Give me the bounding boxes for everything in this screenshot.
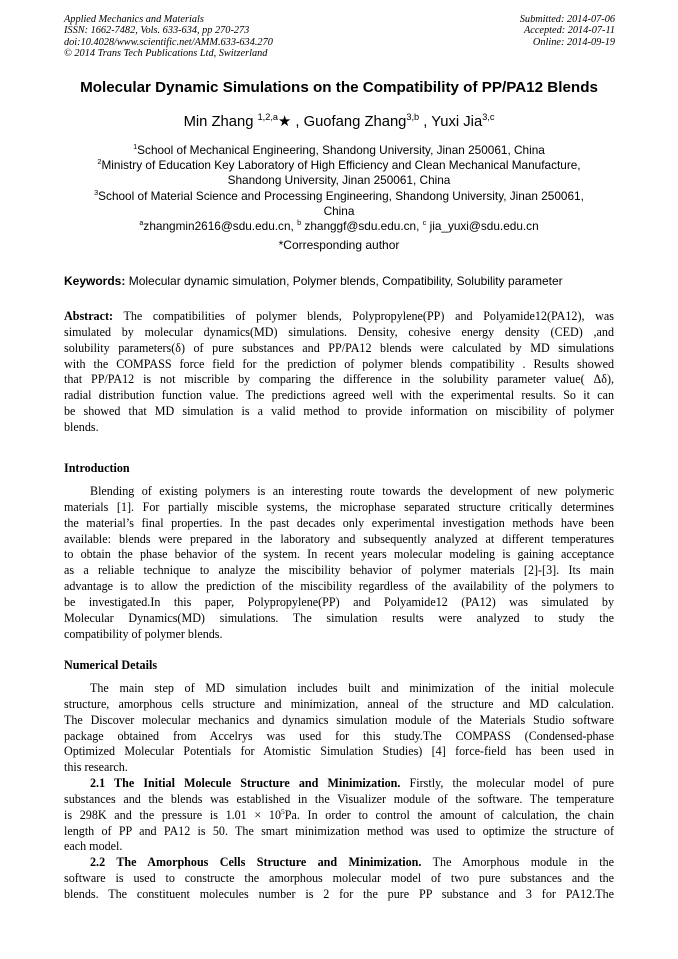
text-line: is 298K and the pressure is $1.01 \times 10^5Pa$. In order to control the amount of calculation, the chain bbox=[64, 806, 614, 822]
abstract-line: Abstract: The compatibilities of polymer blends, Polypropylene(PP) and Polyamide12(PA12), was bbox=[64, 309, 614, 323]
abstract-line: solubility parameters(δ) of pure substances and PP/PA12 blends were calculated by MD simulations bbox=[64, 340, 614, 355]
text-line: Molecular Dynamics(MD) simulations. The simulation results were analyzed to study the bbox=[64, 610, 614, 625]
abstract-line: blends. bbox=[64, 419, 99, 434]
text-line: substances and the blends was established in the Visualizer module of the software. The temperature bbox=[64, 791, 614, 806]
affiliation-2-cont: Shandong University, Jinan 250061, China bbox=[227, 173, 451, 188]
text-line: as a reliable technique to analyze the miscibility behavior of polymer materials [2]-[3]. Its main bbox=[64, 563, 614, 578]
email-link[interactable]: zhanggf@sdu.edu.cn, bbox=[301, 219, 423, 234]
submitted-date: Submitted: 2014-07-06 bbox=[519, 14, 615, 25]
accepted-date: Accepted: 2014-07-11 bbox=[523, 25, 615, 37]
text-line: be investigated.In this paper, Polypropylene(PP) and Polyamide12 (PA12) was simulated by bbox=[64, 594, 614, 609]
text-line: each model. bbox=[64, 839, 123, 854]
journal-info bbox=[64, 14, 273, 60]
journal-name: Applied Mechanics and Materials bbox=[64, 14, 204, 25]
abstract-line: simulated by molecular dynamics(MD) simulations. Density, cohesive energy density (CED) ,and bbox=[64, 324, 614, 339]
text-line: this research. bbox=[64, 760, 128, 775]
publication-dates bbox=[520, 14, 615, 48]
corresponding-note: *Corresponding author bbox=[278, 238, 400, 252]
text-line: blends. The constituent molecules number is 2 for the pure PP substance and 3 for PA12.The bbox=[64, 886, 614, 901]
keywords-label: Keywords: bbox=[64, 274, 126, 288]
text-line: to obtain the phase behavior of the system. In recent years molecular modeling is gaining acceptance bbox=[64, 547, 614, 562]
author-1: Min Zhang bbox=[183, 114, 258, 130]
author-2: ★ , Guofang Zhang bbox=[277, 114, 407, 130]
email-link[interactable]: zhangmin2616@sdu.edu.cn, bbox=[143, 219, 298, 234]
text-line: advantage is to allow the prediction of the miscibility regardless of the availability of the polymers to bbox=[64, 579, 614, 594]
affiliation-2: $^2$Ministry of Education Key Laboratory of High Efficiency and Clean Mechanical Manufacture, bbox=[97, 157, 581, 173]
text-line: length of PP and PA12 is 50. The smart minimization method was used to optimize the structure of bbox=[64, 823, 614, 838]
subsection-title-2-1: 2.1 The Initial Molecule Structure and Minimization. bbox=[90, 776, 401, 791]
abstract-line: be showed that MD simulation is a valid method to provide information on miscibility of polymer bbox=[64, 404, 614, 419]
subsection-title-2-2: 2.2 The Amorphous Cells Structure and Minimization. bbox=[90, 855, 422, 870]
text-line: compatibility of polymer blends. bbox=[64, 626, 223, 641]
abstract-line: with the COMPASS force field for the prediction of polymer blends compatibility . Results showed bbox=[64, 356, 614, 371]
author-list bbox=[30, 113, 648, 130]
introduction-paragraph bbox=[64, 484, 614, 642]
text-line: materials [1]. For partially miscible systems, the microphase separated structure critically determines bbox=[64, 499, 614, 514]
author-3-affil: 3,c bbox=[482, 112, 495, 123]
author-2-affil: 3,b bbox=[406, 112, 420, 123]
keywords bbox=[64, 274, 624, 288]
abstract bbox=[64, 309, 614, 436]
author-emails: $^a$zhangmin2616@sdu.edu.cn, $^b$ zhanggf@sdu.edu.cn, $^c$ jia_yuxi@sdu.edu.cn bbox=[139, 218, 539, 234]
doi-line: doi:10.4028/www.scientific.net/AMM.633-634.270 bbox=[64, 36, 273, 48]
paper-title: Molecular Dynamic Simulations on the Compatibility of PP/PA12 Blends bbox=[80, 79, 598, 96]
author-1-affil: 1,2,a bbox=[257, 112, 278, 123]
affiliation-3-cont: China bbox=[323, 203, 355, 218]
subsection-2-2-line: 2.2 The Amorphous Cells Structure and Minimization. The Amorphous module in the bbox=[90, 855, 614, 870]
issn-line: ISSN: 1662-7482, Vols. 633-634, pp 270-273 bbox=[64, 25, 250, 37]
affiliation-3: $^3$School of Material Science and Processing Engineering, Shandong University, Jinan 250061, bbox=[94, 187, 584, 203]
keywords-text: Molecular dynamic simulation, Polymer blends, Compatibility, Solubility parameter bbox=[125, 274, 563, 288]
author-3: , Yuxi Jia bbox=[419, 114, 483, 130]
copyright-line: © 2014 Trans Tech Publications Ltd, Switzerland bbox=[64, 48, 268, 60]
text-line: structure, amorphous cells structure and minimization, anneal of the structure and MD calculation. bbox=[64, 696, 614, 711]
text-line: software is used to constructe the amorphous molecular model of two pure substances and the bbox=[64, 871, 614, 886]
affiliation-1: $^1$School of Mechanical Engineering, Shandong University, Jinan 250061, China bbox=[133, 142, 545, 157]
subsection-2-1-line: 2.1 The Initial Molecule Structure and Minimization. Firstly, the molecular model of pure bbox=[90, 776, 614, 791]
section-heading-numerical-details: Numerical Details bbox=[64, 658, 158, 672]
text-line: the material’s final properties. In the past decades only experimental investigation methods have been bbox=[64, 515, 614, 530]
text-line: available: blends were prepared in the laboratory and subsequently analyzed at different temperatures bbox=[64, 531, 614, 546]
numerical-details-body bbox=[64, 681, 614, 903]
abstract-line: that PP/PA12 is not miscrible by comparing the difference in the solubility parameter value( Δδ), bbox=[64, 372, 614, 387]
section-heading-introduction: Introduction bbox=[64, 461, 130, 475]
text-line: The main step of MD simulation includes built and minimization of the initial molecule bbox=[90, 681, 614, 695]
email-link[interactable]: jia_yuxi@sdu.edu.cn bbox=[426, 219, 539, 234]
affiliations bbox=[64, 143, 614, 234]
text-line: Blending of existing polymers is an interesting route towards the development of new polymeric bbox=[90, 484, 614, 498]
abstract-line: radial distribution function value. The predictions agreed well with the experimental results. So it can bbox=[64, 388, 614, 403]
text-line: package obtained from Accelrys was used for this study.The COMPASS (Condensed-phase bbox=[64, 728, 614, 743]
abstract-label: Abstract: bbox=[64, 309, 114, 323]
text-line: Optimized Molecular Potentials for Atomistic Simulation Studies) [4] force-field has been used in bbox=[64, 744, 614, 759]
text-line: The Discover molecular mechanics and dynamics simulation module of the Materials Studio software bbox=[64, 712, 614, 727]
online-date: Online: 2014-09-19 bbox=[532, 36, 615, 48]
